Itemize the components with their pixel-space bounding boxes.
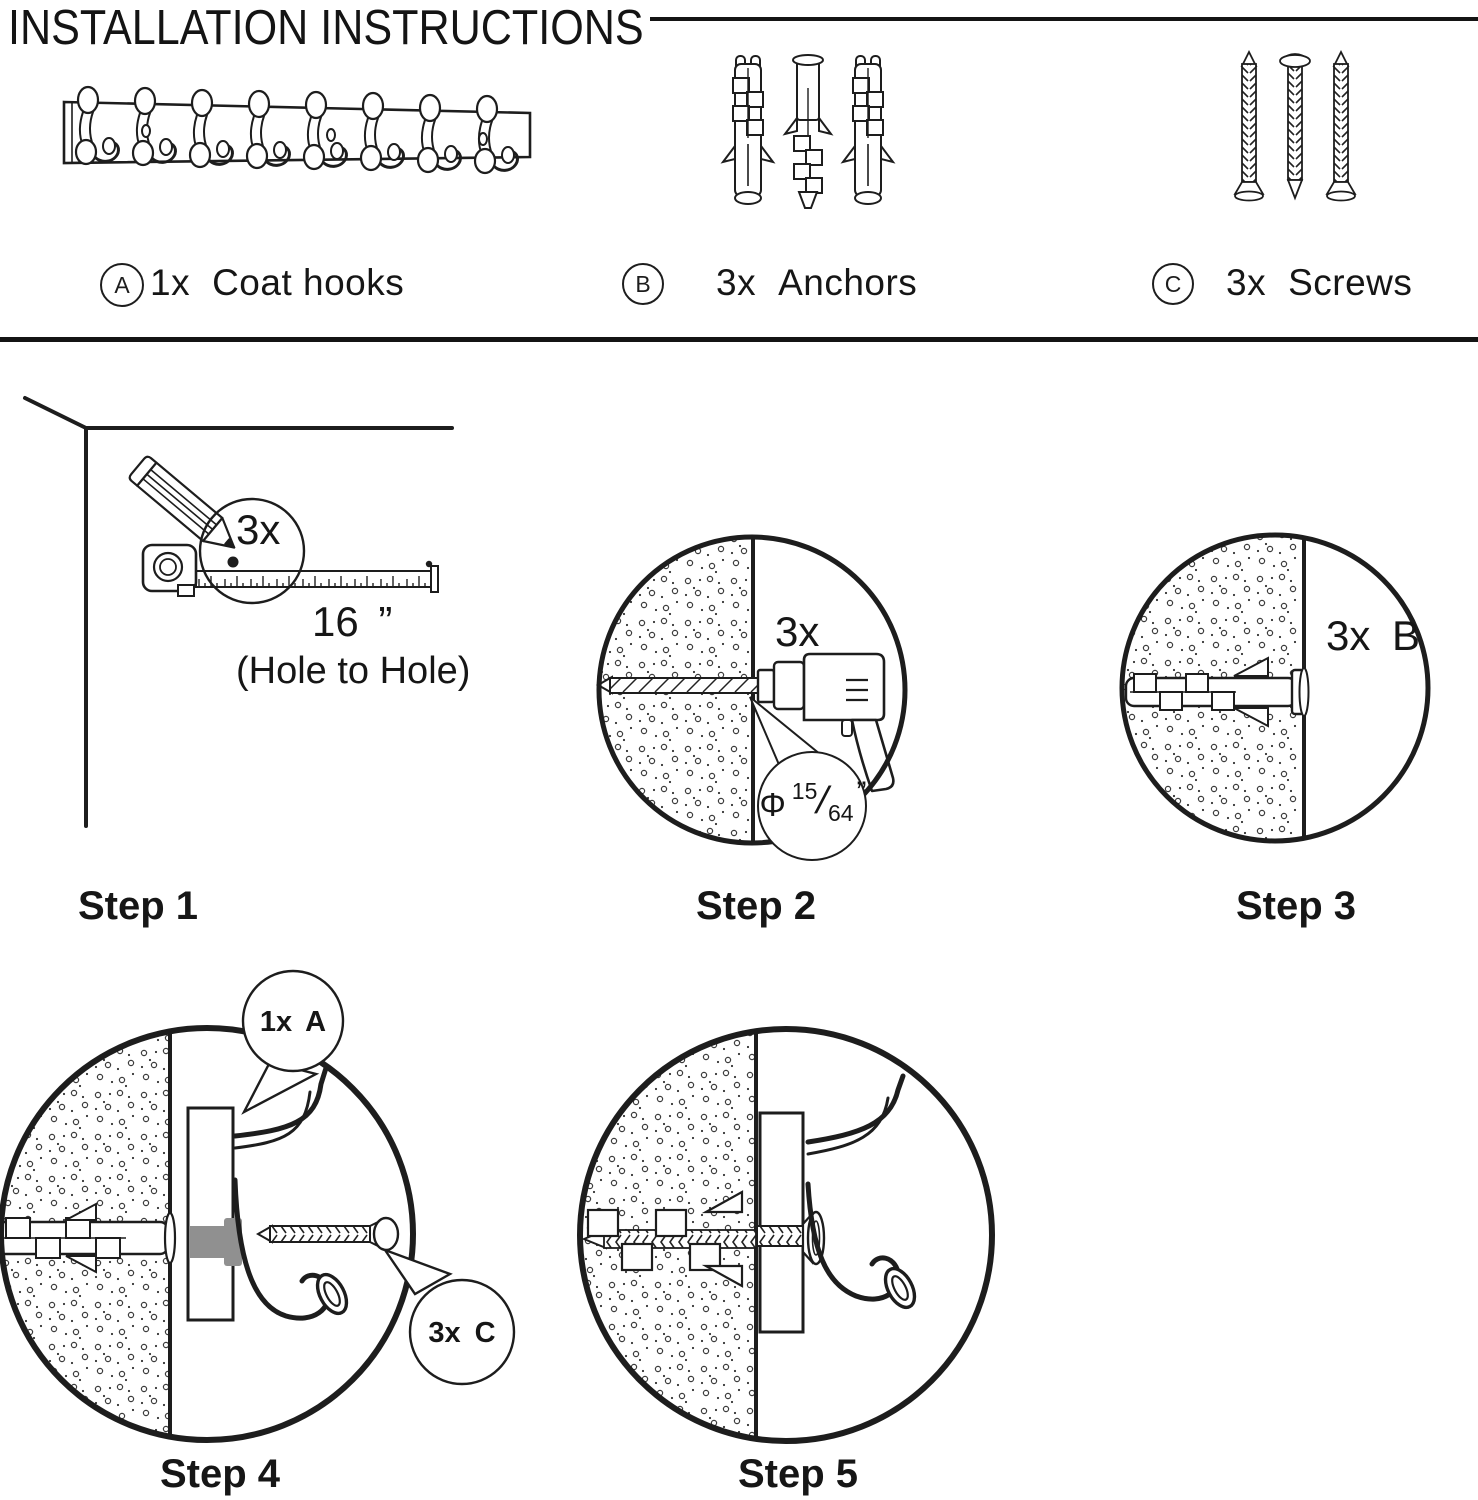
step1-distance: 16 ” (312, 598, 393, 645)
step1-figure (0, 380, 470, 840)
part-b-badge (622, 263, 664, 305)
part-a-letter: A (114, 271, 130, 298)
part-c-label (1226, 262, 1412, 304)
part-b-letter: B (635, 270, 651, 297)
part-c-letter: C (1164, 270, 1182, 297)
step3-label: Step 3 (1236, 884, 1357, 928)
rack-board (188, 1108, 242, 1320)
diameter-symbol: Φ (759, 786, 786, 823)
rack-board (757, 1113, 803, 1332)
part-a-qty: 1x (150, 262, 191, 303)
step3-figure (1116, 530, 1438, 852)
step4-callout-screw-text: 3x C (428, 1317, 496, 1349)
step1-label: Step 1 (78, 884, 199, 928)
drill-diameter-label (757, 776, 869, 827)
part-b-label (716, 262, 917, 304)
part-a-label (150, 262, 404, 304)
mark-dot-right (426, 561, 432, 567)
tape-measure-icon (143, 545, 438, 596)
step2-figure (590, 532, 920, 882)
fraction-denominator: 64 (827, 800, 854, 826)
part-c-qty: 3x (1226, 262, 1267, 303)
page-title: INSTALLATION INSTRUCTIONS (8, 1, 644, 55)
step2-label: Step 2 (696, 884, 817, 928)
section-divider (0, 337, 1478, 342)
step1-note: (Hole to Hole) (236, 650, 471, 692)
step4-label: Step 4 (160, 1452, 281, 1496)
step5-label: Step 5 (738, 1452, 859, 1496)
hook-icon (808, 1076, 920, 1312)
mark-dot-left (228, 557, 239, 568)
fraction-numerator: 15 (791, 778, 818, 804)
step1-count: 3x (236, 506, 281, 553)
part-c-name: Screws (1288, 262, 1413, 303)
header-rule (650, 17, 1478, 21)
fraction-slash: / (812, 780, 834, 822)
step4-callout-rack-text: 1x A (259, 1006, 327, 1038)
step5-figure (560, 1026, 1010, 1446)
part-b-name: Anchors (778, 262, 918, 303)
part-a-badge (100, 263, 144, 307)
part-b-qty: 3x (716, 262, 757, 303)
step2-count: 3x (775, 608, 820, 655)
anchors-icon (720, 50, 900, 215)
part-a-name: Coat hooks (212, 262, 405, 303)
rack-callout (243, 971, 343, 1112)
screws-icon (1230, 46, 1370, 208)
coat-hooks-icon (58, 86, 538, 190)
screw-icon (258, 1218, 398, 1250)
step3-annotation: 3x B (1326, 612, 1421, 659)
inch-mark: ” (856, 776, 867, 809)
part-c-badge (1152, 263, 1194, 305)
